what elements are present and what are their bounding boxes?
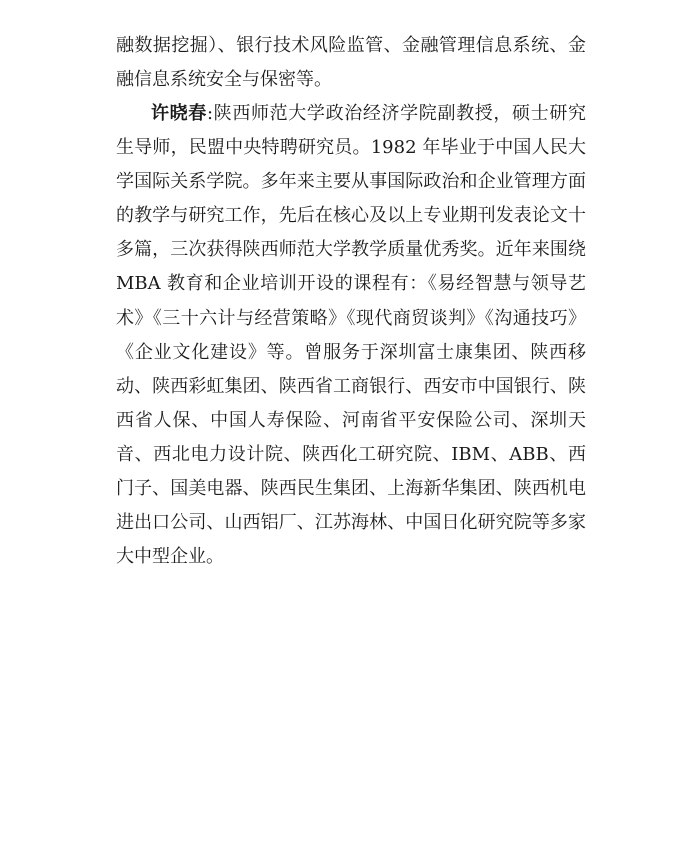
paragraph-text: 融数据挖掘）、银行技术风险监管、金融管理信息系统、金融信息系统安全与保密等。	[116, 35, 586, 91]
paragraph-text: :陕西师范大学政治经济学院副教授，硕士研究生导师，民盟中央特聘研究员。1982 年毕业于中国人民大学国际关系学院。多年来主要从事国际政治和企业管理方面的教学与研究工作，先后在核心及以上专业期刊发表论文十多篇，三次获得陕西师范大学教学质量优秀奖。近年来围绕 MBA 教育和企业培训开设的课程有：《易经智慧与领导艺术》《三十六计与经营策略》《现代商贸谈判》《沟通技巧》《企业文化建设》等。曾服务于深圳富士康集团、陕西移动、陕西彩虹集团、陕西省工商银行、西安市中国银行、陕西省人保、中国人寿保险、河南省平安保险公司、深圳天音、西北电力设计院、陕西化工研究院、IBM、ABB、西门子、国美电器、陕西民生集团、上海新华集团、陕西机电进出口公司、山西铝厂、江苏海林、中国日化研究院等多家大中型企业。	[116, 103, 587, 568]
paragraph-continuation	[116, 29, 586, 97]
person-name: 许晓春	[151, 103, 207, 124]
paragraph-bio-xu-xiaochun	[116, 97, 586, 574]
